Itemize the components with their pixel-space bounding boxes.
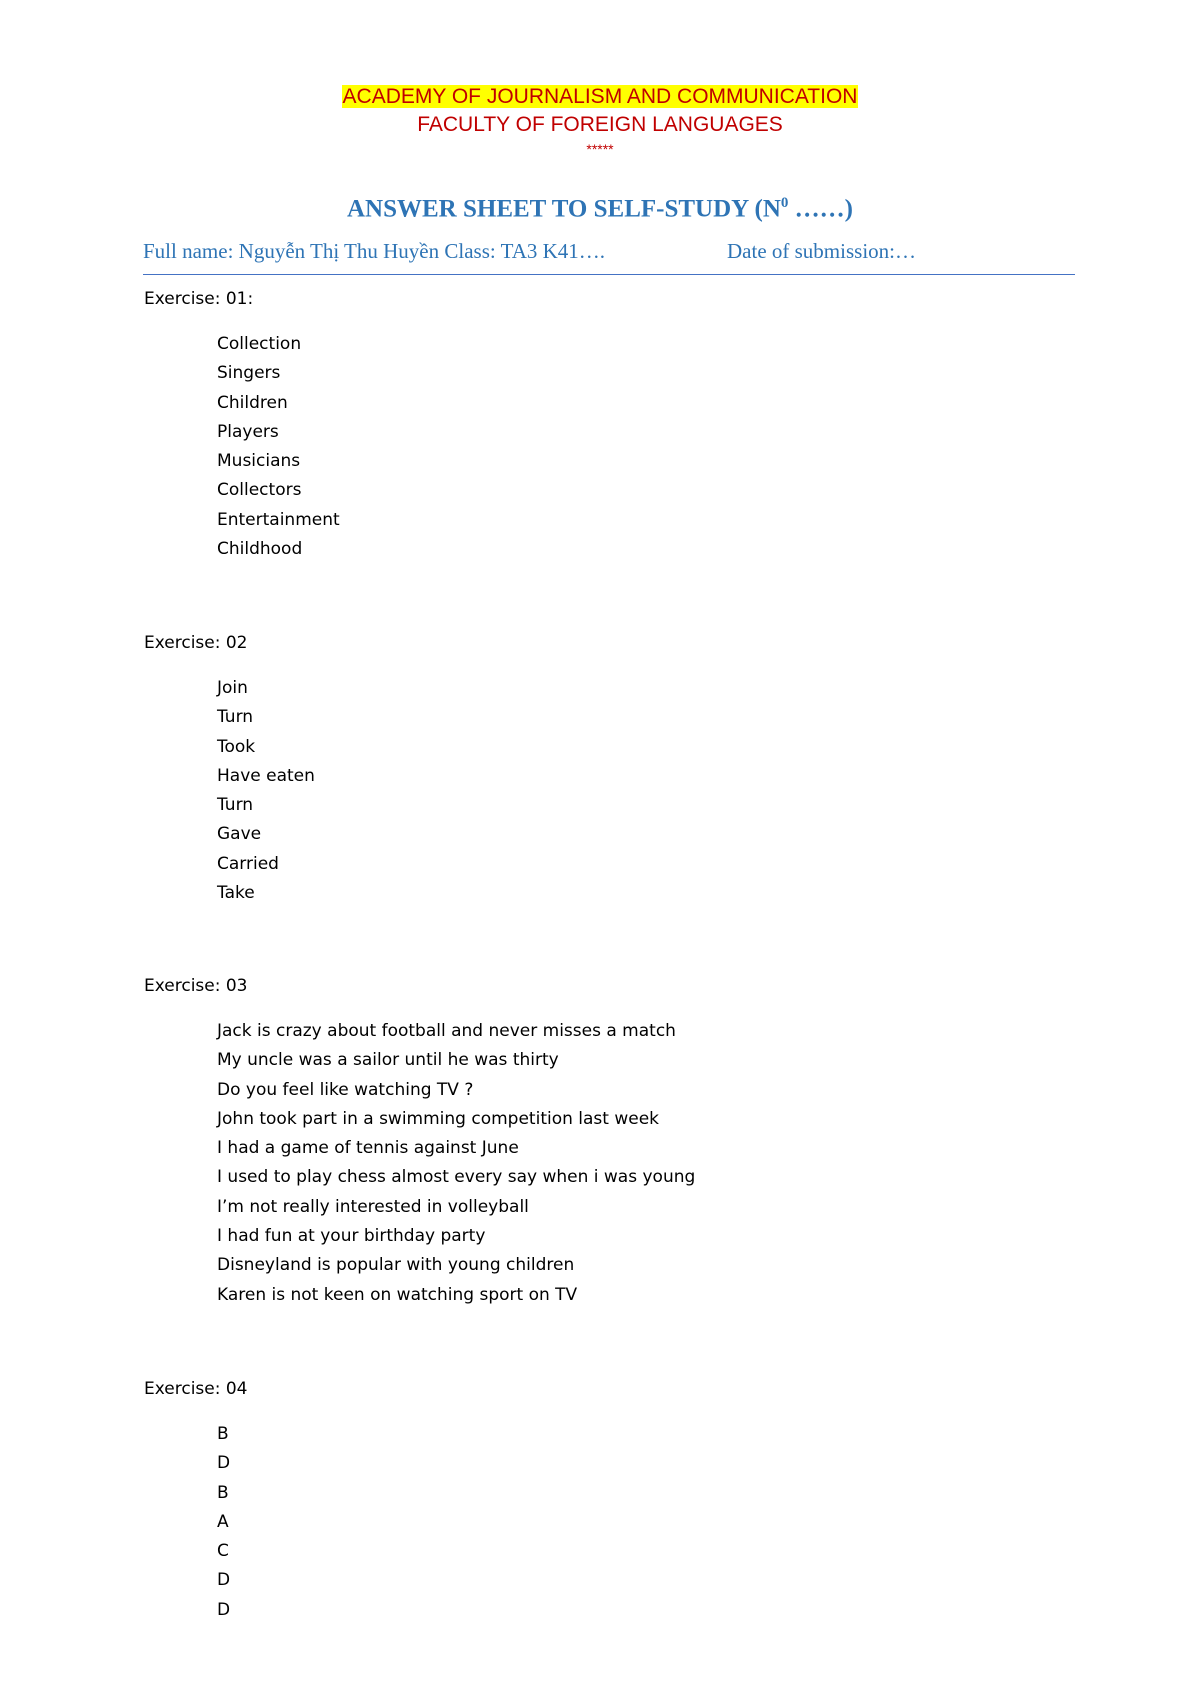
item-answer: C [217, 1541, 229, 1562]
item-answer: D [217, 1570, 231, 1591]
title-end: ……) [788, 195, 853, 223]
submission-date-field: Date of submission:… [727, 239, 916, 263]
stars-divider: ***** [586, 141, 614, 157]
item-answer: John took part in a swimming competition last week [217, 1108, 660, 1129]
exercise-heading-3: Exercise: 03 [144, 976, 248, 996]
item-answer: Karen is not keen on watching sport on TV [217, 1284, 578, 1305]
item-answer: Do you feel like watching TV ? [217, 1079, 474, 1100]
item-answer: I’m not really interested in volleyball [217, 1196, 529, 1217]
exercise-heading-4: Exercise: 04 [144, 1379, 248, 1399]
item-answer: Childhood [217, 539, 303, 560]
item-answer: Musicians [217, 451, 301, 472]
item-answer: Singers [217, 363, 281, 384]
item-answer: B [217, 1482, 229, 1503]
item-answer: Jack is crazy about football and never misses a match [217, 1021, 676, 1041]
exercise-heading-2: Exercise: 02 [144, 633, 248, 653]
item-answer: Took [217, 736, 256, 757]
exercise-heading-1: Exercise: 01: [144, 289, 254, 309]
item-answer: Disneyland is popular with young children [217, 1255, 575, 1276]
item-answer: B [217, 1424, 229, 1444]
item-answer: Children [217, 392, 288, 413]
name-class-field: Full name: Nguyễn Thị Thu Huyền Class: TA3 K41…. [143, 239, 606, 263]
item-answer: Carried [217, 853, 279, 874]
title-main: ANSWER SHEET TO SELF-STUDY (N [346, 195, 781, 223]
title-superscript: 0 [780, 195, 789, 211]
item-answer: Gave [217, 824, 262, 845]
item-answer: Turn [217, 795, 254, 816]
item-answer: Collection [217, 334, 302, 354]
item-answer: I used to play chess almost every say when i was young [217, 1167, 696, 1188]
item-answer: A [217, 1511, 229, 1532]
item-answer: I had a game of tennis against June [217, 1138, 519, 1159]
item-answer: D [217, 1599, 231, 1620]
item-answer: Entertainment [217, 509, 340, 530]
item-answer: Players [217, 421, 279, 442]
item-answer: My uncle was a sailor until he was thirty [217, 1050, 559, 1071]
academy-heading [0, 84, 1200, 110]
item-answer: Have eaten [217, 765, 315, 786]
academy-heading-text: ACADEMY OF JOURNALISM AND COMMUNICATION [342, 85, 858, 108]
item-answer: D [217, 1453, 231, 1474]
faculty-heading: FACULTY OF FOREIGN LANGUAGES [417, 113, 783, 136]
item-answer: Take [217, 883, 255, 904]
page-title [0, 188, 1200, 224]
item-answer: Join [217, 678, 248, 698]
student-info-line [143, 236, 1075, 275]
item-answer: Collectors [217, 480, 302, 501]
item-answer: I had fun at your birthday party [217, 1226, 486, 1247]
item-answer: Turn [217, 707, 254, 728]
